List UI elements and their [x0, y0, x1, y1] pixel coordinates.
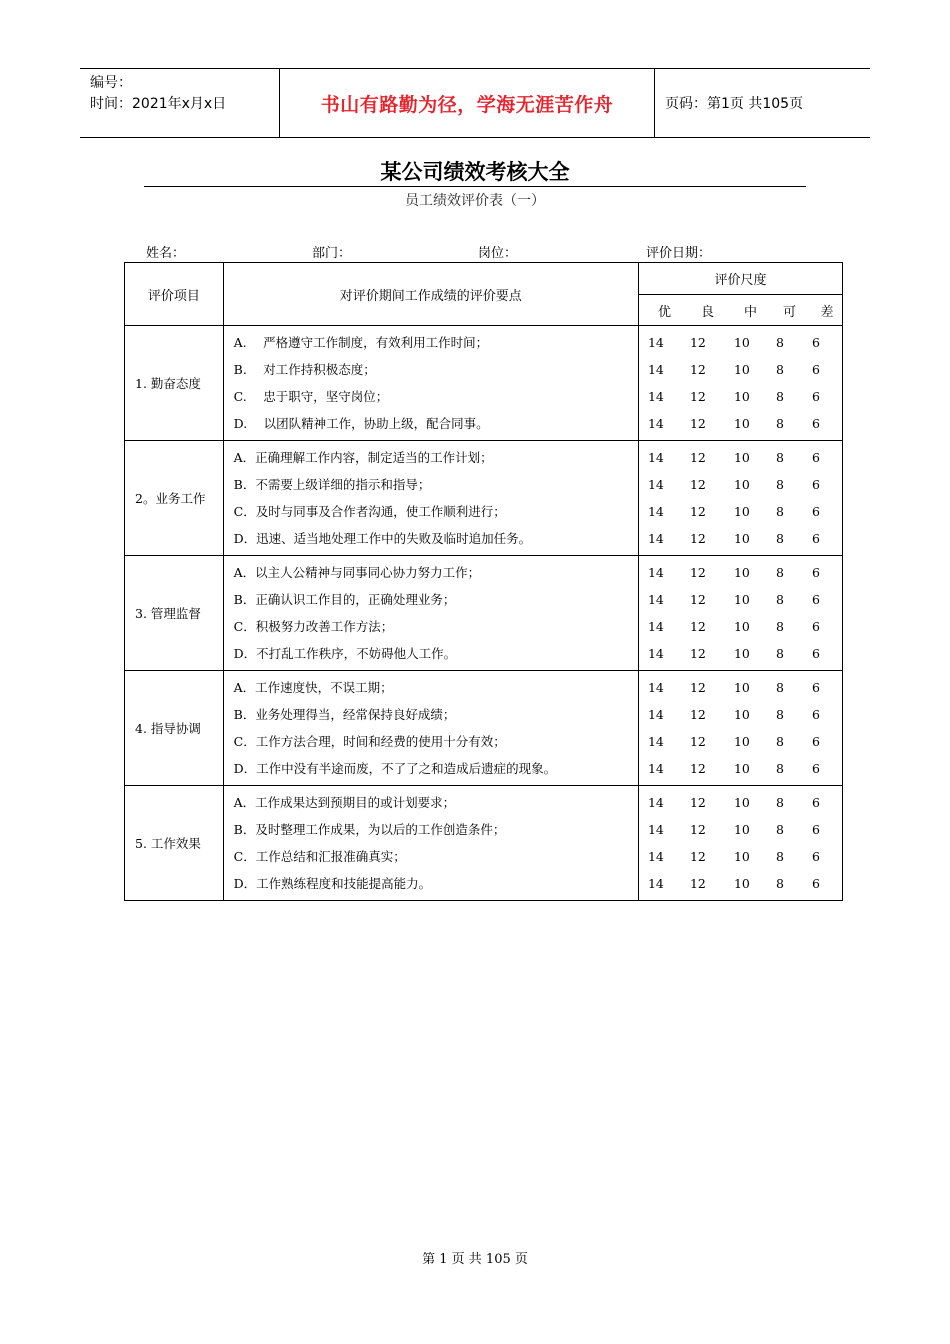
- col-header-item: 评价项目: [125, 263, 224, 326]
- score-row: [639, 843, 842, 870]
- point-text: C．工作方法合理，时间和经费的使用十分有效；: [233, 734, 506, 749]
- score-value: 10: [733, 592, 750, 607]
- score-value: 10: [733, 822, 750, 837]
- score-value: 8: [775, 477, 784, 492]
- grade-header-row: [638, 295, 842, 326]
- score-value: 6: [811, 707, 820, 722]
- score-value: 14: [647, 619, 664, 634]
- date-field-label: 评价日期：: [646, 246, 712, 261]
- score-row: [639, 329, 842, 356]
- score-value: 12: [689, 531, 706, 546]
- scores-cell: [638, 671, 842, 786]
- point-text: C．及时与同事及合作者沟通，使工作顺利进行；: [233, 504, 506, 519]
- score-value: 10: [733, 565, 750, 580]
- score-value: 10: [733, 477, 750, 492]
- score-row: [639, 789, 842, 816]
- score-row: [639, 640, 842, 667]
- score-value: 10: [733, 335, 750, 350]
- score-value: 6: [811, 680, 820, 695]
- score-value: 6: [811, 761, 820, 776]
- score-value: 6: [811, 734, 820, 749]
- score-row: [639, 498, 842, 525]
- score-value: 6: [811, 335, 820, 350]
- item-name: 1. 勤奋态度: [125, 326, 224, 441]
- score-row: [639, 471, 842, 498]
- score-value: 6: [811, 416, 820, 431]
- score-value: 6: [811, 477, 820, 492]
- score-value: 8: [775, 849, 784, 864]
- score-value: 10: [733, 849, 750, 864]
- dept-field-label: 部门：: [312, 246, 352, 261]
- score-value: 6: [811, 592, 820, 607]
- score-value: 14: [647, 734, 664, 749]
- score-value: 6: [811, 389, 820, 404]
- col-header-points: 对评价期间工作成绩的评价要点: [223, 263, 638, 326]
- score-value: 10: [733, 707, 750, 722]
- table-row: [125, 556, 843, 671]
- score-value: 6: [811, 876, 820, 891]
- name-field-label: 姓名：: [146, 246, 186, 261]
- header-left-cell: [80, 69, 280, 137]
- item-name: 5. 工作效果: [125, 786, 224, 901]
- score-value: 10: [733, 795, 750, 810]
- point-text: A．以主人公精神与同事同心协力努力工作；: [233, 565, 481, 580]
- points-cell: [223, 556, 638, 671]
- score-row: [639, 559, 842, 586]
- score-value: 14: [647, 876, 664, 891]
- score-value: 10: [733, 362, 750, 377]
- score-value: 12: [689, 707, 706, 722]
- score-value: 12: [689, 477, 706, 492]
- page-footer: 第 1 页 共 105 页: [422, 1252, 528, 1267]
- score-value: 6: [811, 531, 820, 546]
- point-text: D．迅速、适当地处理工作中的失败及临时追加任务。: [233, 531, 532, 546]
- document-subtitle: 员工绩效评价表（一）: [405, 193, 545, 209]
- point-text: A．工作成果达到预期目的或计划要求；: [233, 795, 456, 810]
- score-value: 14: [647, 822, 664, 837]
- point-text: D. 以团队精神工作，协助上级，配合同事。: [233, 416, 489, 431]
- score-value: 12: [689, 592, 706, 607]
- page-info: 页码：第1页 共105页: [665, 96, 804, 112]
- point-text: C．积极努力改善工作方法；: [233, 619, 394, 634]
- score-row: [639, 728, 842, 755]
- score-value: 12: [689, 680, 706, 695]
- score-value: 8: [775, 450, 784, 465]
- score-value: 14: [647, 504, 664, 519]
- score-value: 8: [775, 335, 784, 350]
- score-value: 6: [811, 619, 820, 634]
- page-header: [80, 68, 870, 138]
- score-value: 10: [733, 761, 750, 776]
- motto: 书山有路勤为径，学海无涯苦作舟: [280, 69, 655, 137]
- score-value: 12: [689, 335, 706, 350]
- score-value: 10: [733, 876, 750, 891]
- point-text: B．不需要上级详细的指示和指导；: [233, 477, 431, 492]
- point-text: C. 忠于职守，坚守岗位；: [233, 389, 389, 404]
- score-value: 14: [647, 849, 664, 864]
- point-text: B．及时整理工作成果，为以后的工作创造条件；: [233, 822, 506, 837]
- item-name: 4. 指导协调: [125, 671, 224, 786]
- score-value: 6: [811, 795, 820, 810]
- score-value: 6: [811, 646, 820, 661]
- points-cell: [223, 441, 638, 556]
- score-value: 14: [647, 531, 664, 546]
- score-row: [639, 586, 842, 613]
- score-value: 8: [775, 504, 784, 519]
- document-title: 某公司绩效考核大全: [144, 158, 806, 187]
- score-value: 14: [647, 646, 664, 661]
- point-text: B．业务处理得当，经常保持良好成绩；: [233, 707, 456, 722]
- score-value: 14: [647, 416, 664, 431]
- score-row: [639, 525, 842, 552]
- score-value: 8: [775, 876, 784, 891]
- score-row: [639, 755, 842, 782]
- score-row: [639, 356, 842, 383]
- score-value: 10: [733, 619, 750, 634]
- point-text: D．不打乱工作秩序，不妨碍他人工作。: [233, 646, 457, 661]
- score-value: 6: [811, 849, 820, 864]
- point-text: B. 对工作持积极态度；: [233, 362, 376, 377]
- score-value: 12: [689, 646, 706, 661]
- table-row: [125, 441, 843, 556]
- score-value: 6: [811, 362, 820, 377]
- score-value: 14: [647, 389, 664, 404]
- score-value: 6: [811, 565, 820, 580]
- score-value: 10: [733, 531, 750, 546]
- score-value: 12: [689, 734, 706, 749]
- points-cell: [223, 786, 638, 901]
- scores-cell: [638, 556, 842, 671]
- grade-label: 可: [782, 304, 796, 320]
- table-row: [125, 671, 843, 786]
- score-row: [639, 674, 842, 701]
- score-value: 12: [689, 450, 706, 465]
- score-value: 8: [775, 707, 784, 722]
- evaluation-table: [124, 262, 843, 901]
- col-header-scale: 评价尺度: [638, 263, 842, 295]
- score-value: 8: [775, 362, 784, 377]
- score-row: [639, 444, 842, 471]
- score-value: 8: [775, 646, 784, 661]
- points-cell: [223, 326, 638, 441]
- score-row: [639, 870, 842, 897]
- score-value: 12: [689, 619, 706, 634]
- score-value: 10: [733, 450, 750, 465]
- score-value: 10: [733, 734, 750, 749]
- score-value: 8: [775, 734, 784, 749]
- score-value: 12: [689, 761, 706, 776]
- grade-label: 中: [743, 304, 757, 320]
- score-value: 12: [689, 362, 706, 377]
- score-value: 10: [733, 646, 750, 661]
- point-text: D．工作中没有半途而废，不了了之和造成后遗症的现象。: [233, 761, 557, 776]
- score-value: 8: [775, 416, 784, 431]
- info-row: [146, 242, 846, 262]
- points-cell: [223, 671, 638, 786]
- scores-cell: [638, 786, 842, 901]
- score-value: 14: [647, 795, 664, 810]
- point-text: B．正确认识工作目的，正确处理业务；: [233, 592, 456, 607]
- score-value: 12: [689, 389, 706, 404]
- score-value: 8: [775, 389, 784, 404]
- grade-label: 差: [820, 304, 834, 320]
- point-text: A. 严格遵守工作制度，有效利用工作时间；: [233, 335, 489, 350]
- score-value: 14: [647, 362, 664, 377]
- score-row: [639, 410, 842, 437]
- post-field-label: 岗位：: [478, 246, 518, 261]
- score-value: 8: [775, 761, 784, 776]
- score-row: [639, 383, 842, 410]
- score-value: 12: [689, 416, 706, 431]
- score-value: 12: [689, 849, 706, 864]
- score-value: 12: [689, 504, 706, 519]
- score-value: 8: [775, 592, 784, 607]
- score-value: 12: [689, 876, 706, 891]
- score-value: 8: [775, 795, 784, 810]
- point-text: D．工作熟练程度和技能提高能力。: [233, 876, 432, 891]
- item-name: 2。业务工作: [125, 441, 224, 556]
- grade-label: 优: [657, 304, 671, 320]
- table-row: [125, 786, 843, 901]
- score-value: 6: [811, 504, 820, 519]
- score-row: [639, 613, 842, 640]
- score-value: 14: [647, 680, 664, 695]
- score-row: [639, 816, 842, 843]
- score-value: 12: [689, 795, 706, 810]
- score-value: 6: [811, 450, 820, 465]
- score-value: 10: [733, 416, 750, 431]
- number-label: 编号：: [90, 75, 132, 91]
- table-row: [125, 326, 843, 441]
- score-value: 12: [689, 822, 706, 837]
- score-value: 8: [775, 680, 784, 695]
- point-text: C．工作总结和汇报准确真实；: [233, 849, 406, 864]
- score-value: 8: [775, 565, 784, 580]
- score-value: 14: [647, 450, 664, 465]
- score-value: 14: [647, 592, 664, 607]
- grade-label: 良: [700, 304, 714, 320]
- score-value: 14: [647, 761, 664, 776]
- score-value: 10: [733, 389, 750, 404]
- score-value: 10: [733, 680, 750, 695]
- score-value: 12: [689, 565, 706, 580]
- score-value: 8: [775, 822, 784, 837]
- score-value: 14: [647, 707, 664, 722]
- score-value: 6: [811, 822, 820, 837]
- score-row: [639, 701, 842, 728]
- score-value: 8: [775, 531, 784, 546]
- point-text: A．工作速度快，不误工期；: [233, 680, 393, 695]
- point-text: A．正确理解工作内容，制定适当的工作计划；: [233, 450, 493, 465]
- score-value: 10: [733, 504, 750, 519]
- score-value: 14: [647, 335, 664, 350]
- scores-cell: [638, 441, 842, 556]
- score-value: 8: [775, 619, 784, 634]
- score-value: 14: [647, 477, 664, 492]
- time-label: 时间：2021年x月x日: [90, 96, 227, 112]
- item-name: 3. 管理监督: [125, 556, 224, 671]
- scores-cell: [638, 326, 842, 441]
- score-value: 14: [647, 565, 664, 580]
